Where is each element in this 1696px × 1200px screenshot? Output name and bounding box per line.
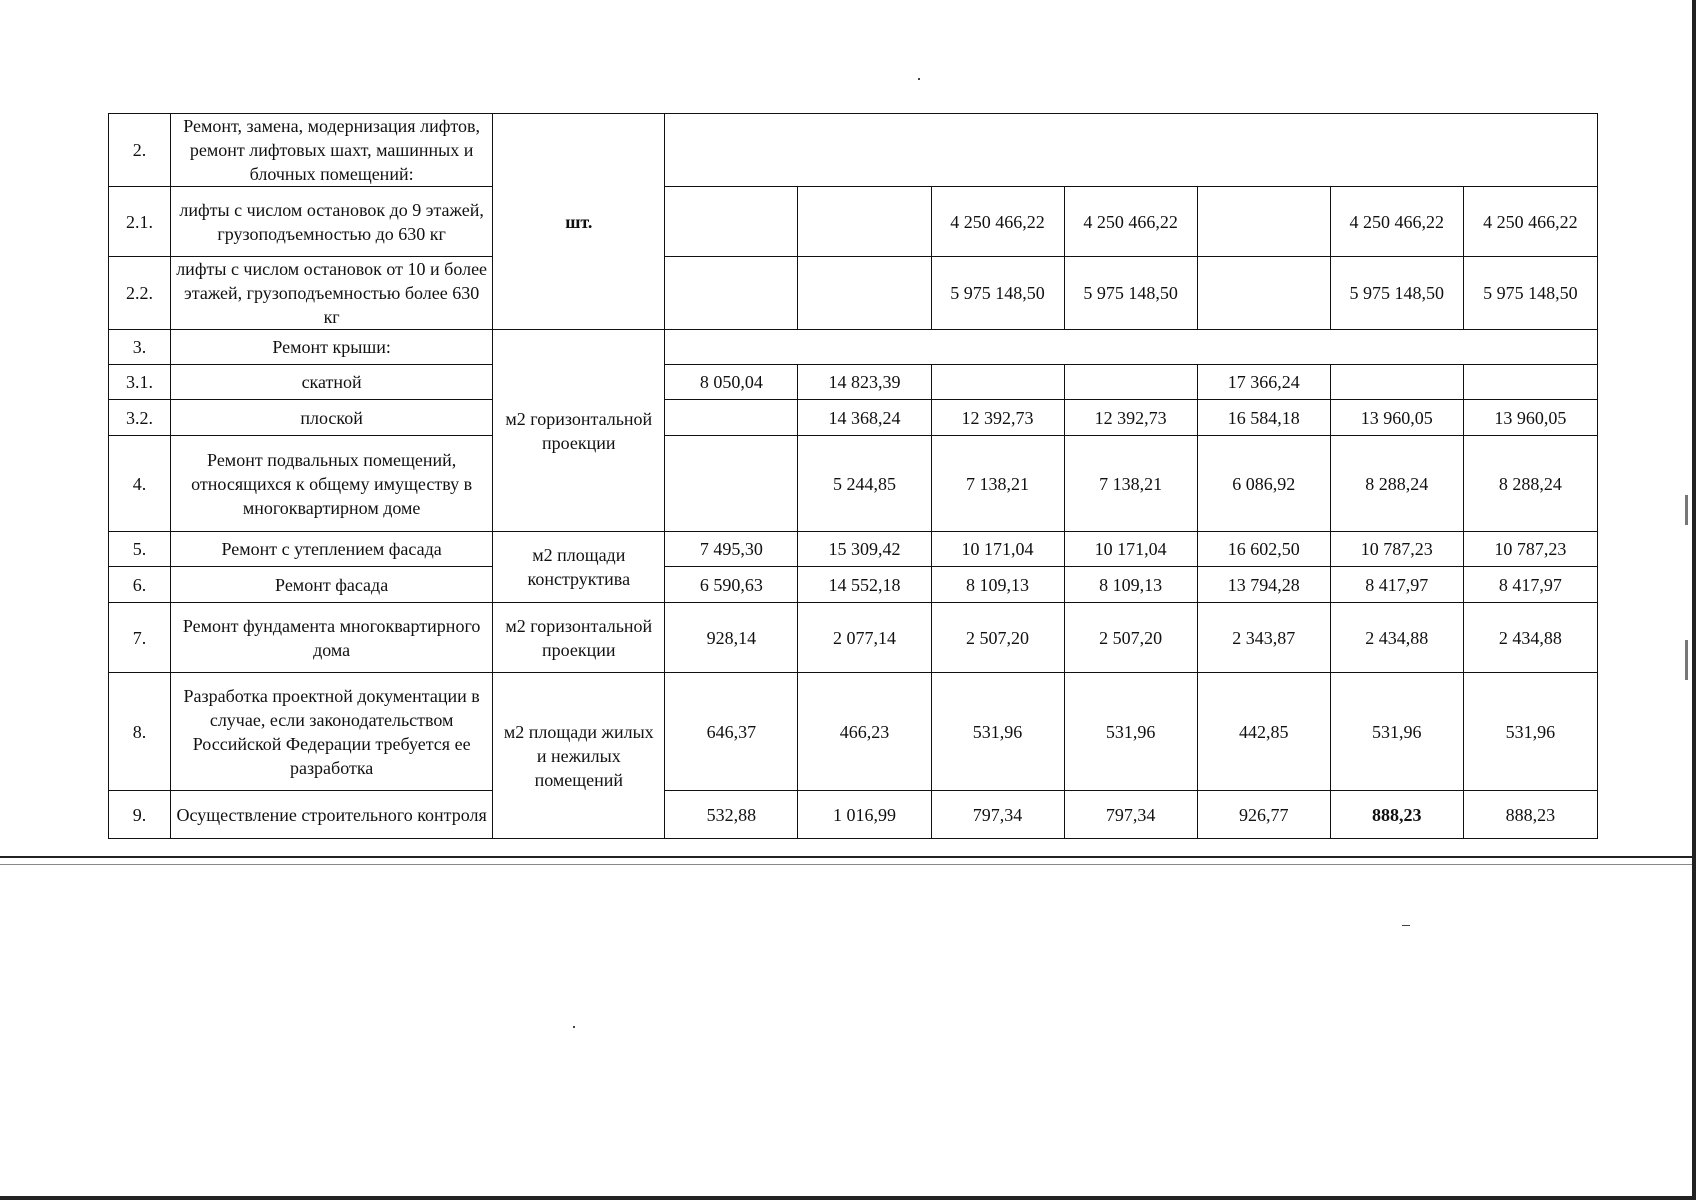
row-number: 2. bbox=[109, 114, 171, 187]
work-name: плоской bbox=[171, 400, 493, 436]
value-cell: 531,96 bbox=[1330, 673, 1463, 791]
value-cell: 14 552,18 bbox=[798, 567, 931, 603]
table-row bbox=[109, 330, 1598, 365]
scan-speck bbox=[1685, 640, 1688, 680]
value-cell: 6 590,63 bbox=[665, 567, 798, 603]
value-cell: 17 366,24 bbox=[1197, 365, 1330, 400]
work-name: лифты с числом остановок от 10 и более этажей, грузоподъемностью более 630 кг bbox=[171, 257, 493, 330]
value-cell: 14 823,39 bbox=[798, 365, 931, 400]
scan-speck bbox=[573, 1026, 575, 1028]
cost-table bbox=[108, 113, 1598, 839]
unit-cell: м2 горизонтальной проекции bbox=[493, 330, 665, 532]
work-name: Осуществление строительного контроля bbox=[171, 791, 493, 839]
value-cell: 13 960,05 bbox=[1330, 400, 1463, 436]
value-cell: 466,23 bbox=[798, 673, 931, 791]
value-cell: 888,23 bbox=[1463, 791, 1597, 839]
value-cell: 2 434,88 bbox=[1463, 603, 1597, 673]
work-name: Ремонт фундамента многоквартирного дома bbox=[171, 603, 493, 673]
value-cell: 5 975 148,50 bbox=[1463, 257, 1597, 330]
row-number: 2.2. bbox=[109, 257, 171, 330]
value-cell: 4 250 466,22 bbox=[931, 187, 1064, 257]
value-cell: 5 975 148,50 bbox=[1330, 257, 1463, 330]
table-row bbox=[109, 791, 1598, 839]
value-cell: 926,77 bbox=[1197, 791, 1330, 839]
row-number: 5. bbox=[109, 532, 171, 567]
value-cell: 10 171,04 bbox=[931, 532, 1064, 567]
value-cell bbox=[931, 365, 1064, 400]
scan-fold-line-faint bbox=[0, 864, 1696, 865]
work-name: Ремонт с утеплением фасада bbox=[171, 532, 493, 567]
value-cell bbox=[665, 436, 798, 532]
value-cell: 1 016,99 bbox=[798, 791, 931, 839]
value-cell: 15 309,42 bbox=[798, 532, 931, 567]
value-cell: 7 138,21 bbox=[1064, 436, 1197, 532]
value-cell bbox=[798, 257, 931, 330]
table-row bbox=[109, 436, 1598, 532]
value-cell: 16 602,50 bbox=[1197, 532, 1330, 567]
scan-speck bbox=[1685, 495, 1688, 525]
row-number: 7. bbox=[109, 603, 171, 673]
value-cell: 8 288,24 bbox=[1330, 436, 1463, 532]
value-cell: 5 975 148,50 bbox=[931, 257, 1064, 330]
value-cell: 797,34 bbox=[1064, 791, 1197, 839]
value-cell: 531,96 bbox=[931, 673, 1064, 791]
unit-cell: м2 горизонтальной проекции bbox=[493, 603, 665, 673]
value-cell: 10 787,23 bbox=[1330, 532, 1463, 567]
table-row bbox=[109, 365, 1598, 400]
scan-bottom-edge bbox=[0, 1196, 1696, 1200]
value-cell: 928,14 bbox=[665, 603, 798, 673]
row-number: 9. bbox=[109, 791, 171, 839]
value-cell: 7 138,21 bbox=[931, 436, 1064, 532]
table-row bbox=[109, 673, 1598, 791]
value-cell bbox=[1197, 187, 1330, 257]
value-cell: 531,96 bbox=[1064, 673, 1197, 791]
row-number: 3.2. bbox=[109, 400, 171, 436]
value-cell: 14 368,24 bbox=[798, 400, 931, 436]
value-cell bbox=[665, 187, 798, 257]
value-cell bbox=[665, 400, 798, 436]
value-cell: 646,37 bbox=[665, 673, 798, 791]
table-row bbox=[109, 187, 1598, 257]
table-row bbox=[109, 567, 1598, 603]
row-number: 6. bbox=[109, 567, 171, 603]
row-number: 3.1. bbox=[109, 365, 171, 400]
value-cell: 4 250 466,22 bbox=[1463, 187, 1597, 257]
value-cell: 8 109,13 bbox=[1064, 567, 1197, 603]
row-number: 8. bbox=[109, 673, 171, 791]
value-cell: 10 787,23 bbox=[1463, 532, 1597, 567]
work-name: Ремонт фасада bbox=[171, 567, 493, 603]
unit-cell: м2 площади конструктива bbox=[493, 532, 665, 603]
value-cell: 2 507,20 bbox=[931, 603, 1064, 673]
value-cell: 7 495,30 bbox=[665, 532, 798, 567]
value-cell: 532,88 bbox=[665, 791, 798, 839]
value-cell: 531,96 bbox=[1463, 673, 1597, 791]
value-cell: 5 975 148,50 bbox=[1064, 257, 1197, 330]
empty-cell bbox=[665, 330, 1598, 365]
value-cell: 2 343,87 bbox=[1197, 603, 1330, 673]
value-cell: 888,23 bbox=[1330, 791, 1463, 839]
value-cell: 8 288,24 bbox=[1463, 436, 1597, 532]
work-name: Ремонт, замена, модернизация лифтов, ремонт лифтовых шахт, машинных и блочных помещений: bbox=[171, 114, 493, 187]
table-row bbox=[109, 532, 1598, 567]
value-cell: 12 392,73 bbox=[931, 400, 1064, 436]
row-number: 2.1. bbox=[109, 187, 171, 257]
value-cell bbox=[665, 257, 798, 330]
empty-cell bbox=[665, 114, 1598, 187]
value-cell bbox=[1463, 365, 1597, 400]
value-cell bbox=[798, 187, 931, 257]
table-row bbox=[109, 114, 1598, 187]
value-cell: 13 794,28 bbox=[1197, 567, 1330, 603]
value-cell: 442,85 bbox=[1197, 673, 1330, 791]
value-cell: 16 584,18 bbox=[1197, 400, 1330, 436]
row-number: 3. bbox=[109, 330, 171, 365]
row-number: 4. bbox=[109, 436, 171, 532]
value-cell: 5 244,85 bbox=[798, 436, 931, 532]
scan-speck bbox=[1402, 925, 1410, 926]
scan-right-edge bbox=[1692, 0, 1696, 1200]
value-cell: 2 434,88 bbox=[1330, 603, 1463, 673]
value-cell: 4 250 466,22 bbox=[1064, 187, 1197, 257]
work-name: Разработка проектной документации в случае, если законодательством Российской Федерации требуется ее разработка bbox=[171, 673, 493, 791]
value-cell: 8 417,97 bbox=[1463, 567, 1597, 603]
unit-cell: м2 площади жилых и нежилых помещений bbox=[493, 673, 665, 839]
unit-cell: шт. bbox=[493, 114, 665, 330]
value-cell: 8 050,04 bbox=[665, 365, 798, 400]
value-cell bbox=[1197, 257, 1330, 330]
scan-fold-line bbox=[0, 856, 1696, 858]
value-cell: 8 109,13 bbox=[931, 567, 1064, 603]
value-cell: 2 507,20 bbox=[1064, 603, 1197, 673]
work-name: скатной bbox=[171, 365, 493, 400]
work-name: лифты с числом остановок до 9 этажей, грузоподъемностью до 630 кг bbox=[171, 187, 493, 257]
value-cell: 13 960,05 bbox=[1463, 400, 1597, 436]
value-cell: 12 392,73 bbox=[1064, 400, 1197, 436]
work-name: Ремонт подвальных помещений, относящихся к общему имуществу в многоквартирном доме bbox=[171, 436, 493, 532]
value-cell: 2 077,14 bbox=[798, 603, 931, 673]
table-row bbox=[109, 603, 1598, 673]
scan-speck bbox=[918, 78, 920, 80]
table-row bbox=[109, 400, 1598, 436]
value-cell bbox=[1330, 365, 1463, 400]
value-cell: 10 171,04 bbox=[1064, 532, 1197, 567]
value-cell: 6 086,92 bbox=[1197, 436, 1330, 532]
table-row bbox=[109, 257, 1598, 330]
work-name: Ремонт крыши: bbox=[171, 330, 493, 365]
value-cell: 8 417,97 bbox=[1330, 567, 1463, 603]
value-cell: 797,34 bbox=[931, 791, 1064, 839]
value-cell bbox=[1064, 365, 1197, 400]
value-cell: 4 250 466,22 bbox=[1330, 187, 1463, 257]
